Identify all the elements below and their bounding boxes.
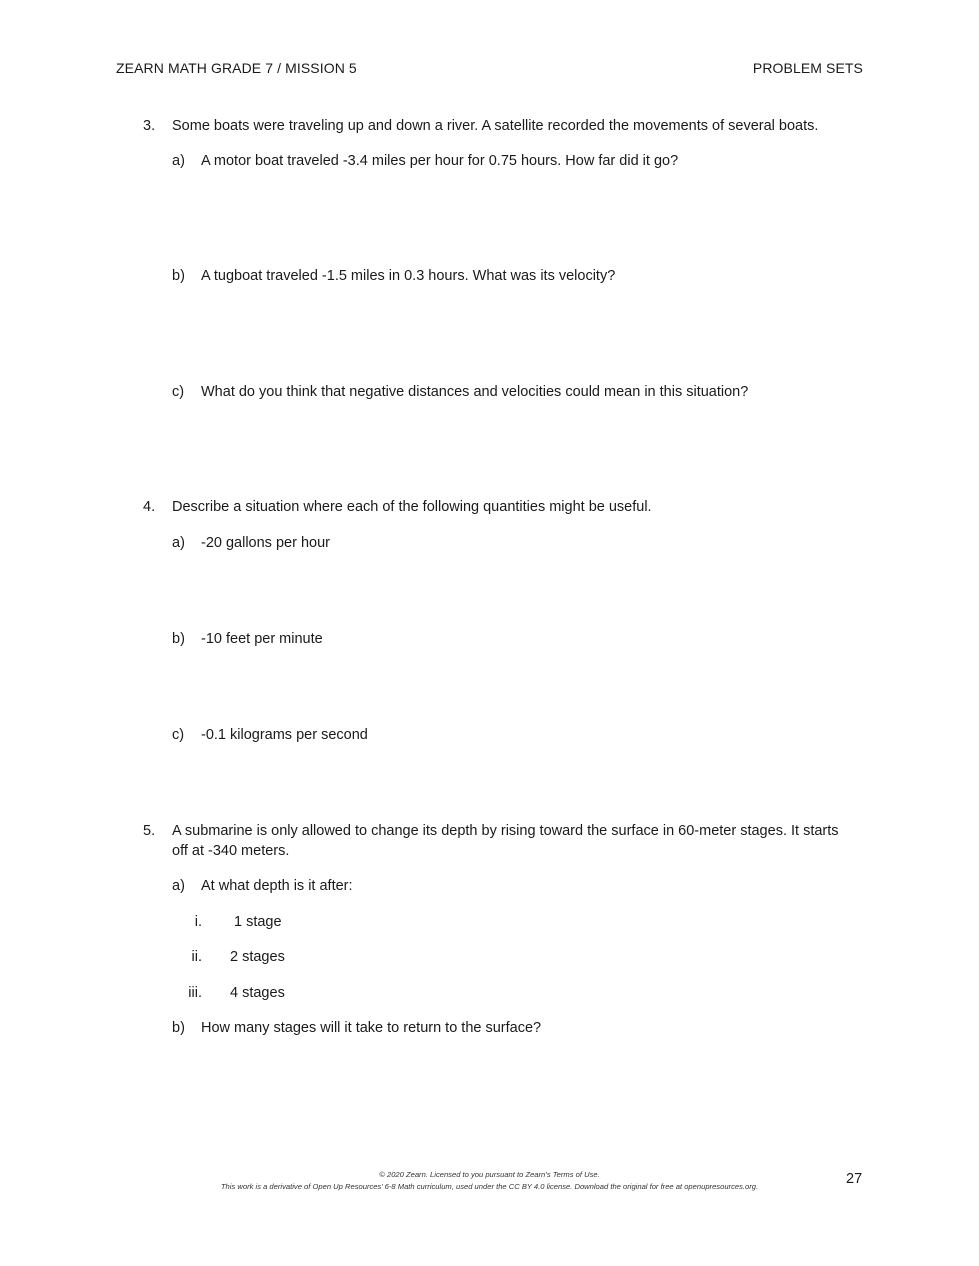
part-text: At what depth is it after: [201, 878, 353, 894]
problem-stem: Describe a situation where each of the following quantities might be useful. [172, 499, 652, 515]
part-text: A motor boat traveled -3.4 miles per hour for 0.75 hours. How far did it go? [201, 153, 679, 169]
part-text: -20 gallons per hour [201, 535, 330, 551]
problem-number: 4. [143, 499, 156, 515]
part-text: How many stages will it take to return to the surface? [201, 1020, 542, 1036]
part-text: What do you think that negative distances and velocities could mean in this situation? [201, 384, 749, 400]
subpart-label: i. [194, 914, 202, 930]
part-text: A tugboat traveled -1.5 miles in 0.3 hours. What was its velocity? [201, 268, 616, 284]
part-label: c) [172, 384, 185, 400]
page-number: 27 [846, 1171, 863, 1187]
part-label: b) [172, 631, 185, 647]
subpart-text: 2 stages [230, 949, 285, 965]
footer-copyright: © 2020 Zearn. Licensed to you pursuant to Zearn’s Terms of Use. [379, 1170, 600, 1179]
part-label: b) [172, 268, 185, 284]
problem-number: 3. [143, 118, 156, 134]
problem-number: 5. [143, 823, 156, 839]
problem-stem-line-1: A submarine is only allowed to change its depth by rising toward the surface in 60-meter stages. It starts [172, 823, 839, 839]
part-label: c) [172, 727, 185, 743]
subpart-text: 4 stages [230, 985, 285, 1001]
header-title: ZEARN MATH GRADE 7 / MISSION 5 [116, 60, 357, 76]
part-label: a) [172, 878, 185, 894]
subpart-text: 1 stage [234, 914, 282, 930]
part-text: -0.1 kilograms per second [201, 727, 368, 743]
footer-license: This work is a derivative of Open Up Resources’ 6-8 Math curriculum, used under the CC BY 4.0 license. Download the original for free at openupresources.org. [220, 1182, 759, 1191]
part-label: b) [172, 1020, 185, 1036]
header-section: PROBLEM SETS [752, 60, 863, 76]
problem-stem: Some boats were traveling up and down a river. A satellite recorded the movements of several boats. [172, 118, 819, 134]
part-label: a) [172, 535, 185, 551]
problem-stem-line-2: off at -340 meters. [172, 843, 290, 859]
subpart-label: iii. [188, 985, 202, 1001]
part-text: -10 feet per minute [201, 631, 323, 647]
part-label: a) [172, 153, 185, 169]
subpart-label: ii. [191, 949, 202, 965]
